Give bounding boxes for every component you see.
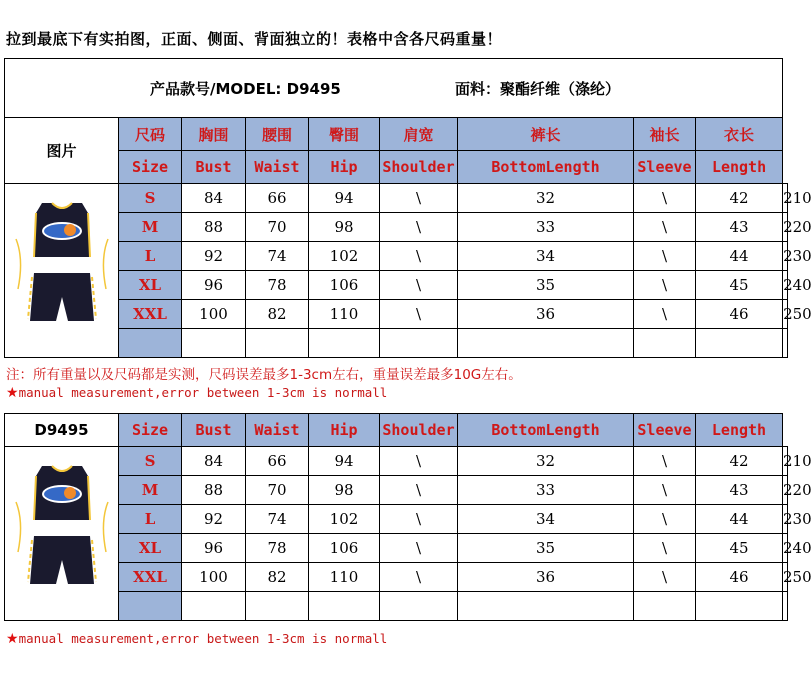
- empty-cell: [246, 329, 309, 358]
- header-cn-size: 尺码: [119, 118, 182, 151]
- table-row: [5, 505, 788, 534]
- sleeve-cell: \: [634, 563, 696, 592]
- bottom-cell: 36: [458, 563, 634, 592]
- header-en-bottom: BottomLength: [458, 151, 634, 184]
- size-cell: L: [119, 242, 182, 271]
- shoulder-cell: \: [380, 300, 458, 329]
- sleeve-cell: \: [634, 505, 696, 534]
- sleeve-cell: \: [634, 184, 696, 213]
- empty-cell: [380, 329, 458, 358]
- size-cell: S: [119, 447, 182, 476]
- header-en-bust: Bust: [182, 151, 246, 184]
- sleeve-cell: \: [634, 300, 696, 329]
- table-row: [5, 476, 788, 505]
- waist-cell: 78: [246, 534, 309, 563]
- length-cell: 46: [696, 300, 783, 329]
- waist-cell: 66: [246, 184, 309, 213]
- t2-header-hip: Hip: [309, 414, 380, 447]
- header-cn-length: 衣长: [696, 118, 783, 151]
- bust-cell: 100: [182, 563, 246, 592]
- measurement-note-en-2: ★manual measurement,error between 1-3cm is normall: [6, 631, 388, 647]
- empty-cell: [380, 592, 458, 621]
- table-row: [5, 300, 788, 329]
- star-icon: ★: [6, 385, 19, 401]
- weight-cell: 240: [783, 271, 788, 300]
- empty-cell: [246, 592, 309, 621]
- sleeve-cell: \: [634, 447, 696, 476]
- bust-cell: 92: [182, 242, 246, 271]
- length-cell: 43: [696, 213, 783, 242]
- header-cn-sleeve: 袖长: [634, 118, 696, 151]
- size-cell: S: [119, 184, 182, 213]
- header-en-hip: Hip: [309, 151, 380, 184]
- hip-cell: 110: [309, 300, 380, 329]
- waist-cell: 66: [246, 447, 309, 476]
- empty-cell: [696, 592, 783, 621]
- measurement-note-cn: 注：所有重量以及尺码都是实测，尺码误差最多1-3cm左右，重量误差最多10G左右。: [6, 367, 522, 383]
- waist-cell: 70: [246, 476, 309, 505]
- table-row: [5, 271, 788, 300]
- size-cell: XXL: [119, 300, 182, 329]
- hip-cell: 102: [309, 505, 380, 534]
- size-cell-empty: [119, 329, 182, 358]
- waist-cell: 74: [246, 505, 309, 534]
- bust-cell: 92: [182, 505, 246, 534]
- model-code-label: D9495: [5, 414, 119, 447]
- empty-cell: [696, 329, 783, 358]
- model-label: 产品款号/MODEL: D9495: [150, 80, 341, 98]
- shoulder-cell: \: [380, 447, 458, 476]
- bottom-cell: 32: [458, 447, 634, 476]
- weight-cell: 220: [783, 213, 788, 242]
- shoulder-cell: \: [380, 213, 458, 242]
- header-cn-bottom: 裤长: [458, 118, 634, 151]
- empty-cell: [783, 329, 788, 358]
- empty-cell: [182, 592, 246, 621]
- jersey-shorts-icon: [12, 199, 112, 339]
- length-cell: 46: [696, 563, 783, 592]
- shoulder-cell: \: [380, 476, 458, 505]
- size-table-2: [4, 413, 812, 621]
- bust-cell: 96: [182, 534, 246, 563]
- weight-cell: 250: [783, 300, 788, 329]
- length-cell: 45: [696, 271, 783, 300]
- weight-cell: 230: [783, 242, 788, 271]
- bottom-cell: 33: [458, 476, 634, 505]
- header-cn-shoulder: 肩宽: [380, 118, 458, 151]
- measurement-note-en-1: ★manual measurement,error between 1-3cm is normall: [6, 385, 388, 401]
- bottom-cell: 34: [458, 242, 634, 271]
- shoulder-cell: \: [380, 505, 458, 534]
- table-row: [5, 563, 788, 592]
- star-icon: ★: [6, 631, 19, 647]
- length-cell: 45: [696, 534, 783, 563]
- waist-cell: 70: [246, 213, 309, 242]
- size-cell: XL: [119, 271, 182, 300]
- shoulder-cell: \: [380, 563, 458, 592]
- weight-cell: 210: [783, 447, 788, 476]
- length-cell: 42: [696, 447, 783, 476]
- sleeve-cell: \: [634, 213, 696, 242]
- t2-header-bust: Bust: [182, 414, 246, 447]
- top-note: 拉到最底下有实拍图，正面、侧面、背面独立的！表格中含各尺码重量！: [6, 30, 503, 48]
- table-row: [5, 534, 788, 563]
- size-cell-empty: [119, 592, 182, 621]
- length-cell: 43: [696, 476, 783, 505]
- table-row: [5, 213, 788, 242]
- header-en-size: Size: [119, 151, 182, 184]
- bust-cell: 88: [182, 476, 246, 505]
- empty-cell: [783, 592, 788, 621]
- size-cell: XXL: [119, 563, 182, 592]
- header-cn-bust: 胸围: [182, 118, 246, 151]
- table-row: [5, 447, 788, 476]
- hip-cell: 98: [309, 476, 380, 505]
- hip-cell: 106: [309, 534, 380, 563]
- hip-cell: 110: [309, 563, 380, 592]
- sleeve-cell: \: [634, 534, 696, 563]
- t2-header-shoulder: Shoulder: [380, 414, 458, 447]
- size-cell: XL: [119, 534, 182, 563]
- bottom-cell: 36: [458, 300, 634, 329]
- product-info-row: [5, 59, 783, 118]
- bottom-cell: 35: [458, 271, 634, 300]
- jersey-shorts-icon: [12, 462, 112, 602]
- empty-cell: [634, 592, 696, 621]
- length-cell: 42: [696, 184, 783, 213]
- empty-row: [5, 329, 788, 358]
- empty-cell: [458, 329, 634, 358]
- empty-cell: [309, 329, 380, 358]
- shoulder-cell: \: [380, 184, 458, 213]
- size-cell: M: [119, 476, 182, 505]
- hip-cell: 106: [309, 271, 380, 300]
- shoulder-cell: \: [380, 271, 458, 300]
- empty-cell: [458, 592, 634, 621]
- bust-cell: 100: [182, 300, 246, 329]
- header-en-waist: Waist: [246, 151, 309, 184]
- picture-label: 图片: [5, 118, 119, 184]
- weight-cell: 240: [783, 534, 788, 563]
- empty-row: [5, 592, 788, 621]
- size-cell: M: [119, 213, 182, 242]
- bust-cell: 96: [182, 271, 246, 300]
- t2-header-length: Length: [696, 414, 783, 447]
- shoulder-cell: \: [380, 242, 458, 271]
- empty-cell: [182, 329, 246, 358]
- bust-cell: 84: [182, 447, 246, 476]
- header-en-length: Length: [696, 151, 783, 184]
- hip-cell: 98: [309, 213, 380, 242]
- size-table-1: [4, 58, 812, 358]
- product-photo: [5, 184, 119, 358]
- length-cell: 44: [696, 505, 783, 534]
- bottom-cell: 33: [458, 213, 634, 242]
- weight-cell: 230: [783, 505, 788, 534]
- header-en-shoulder: Shoulder: [380, 151, 458, 184]
- hip-cell: 94: [309, 184, 380, 213]
- length-cell: 44: [696, 242, 783, 271]
- fabric-label: 面料：聚酯纤维（涤纶）: [455, 80, 621, 98]
- sleeve-cell: \: [634, 476, 696, 505]
- header-cn-hip: 臀围: [309, 118, 380, 151]
- header-cn-waist: 腰围: [246, 118, 309, 151]
- weight-cell: 250: [783, 563, 788, 592]
- waist-cell: 82: [246, 563, 309, 592]
- hip-cell: 94: [309, 447, 380, 476]
- empty-cell: [634, 329, 696, 358]
- weight-cell: 220: [783, 476, 788, 505]
- header-en-sleeve: Sleeve: [634, 151, 696, 184]
- empty-cell: [309, 592, 380, 621]
- bust-cell: 84: [182, 184, 246, 213]
- bottom-cell: 35: [458, 534, 634, 563]
- table-row: [5, 242, 788, 271]
- sleeve-cell: \: [634, 271, 696, 300]
- sleeve-cell: \: [634, 242, 696, 271]
- bottom-cell: 32: [458, 184, 634, 213]
- waist-cell: 82: [246, 300, 309, 329]
- weight-cell: 210: [783, 184, 788, 213]
- t2-header-waist: Waist: [246, 414, 309, 447]
- t2-header-bottom: BottomLength: [458, 414, 634, 447]
- t2-header-size: Size: [119, 414, 182, 447]
- bust-cell: 88: [182, 213, 246, 242]
- waist-cell: 74: [246, 242, 309, 271]
- bottom-cell: 34: [458, 505, 634, 534]
- t2-header-sleeve: Sleeve: [634, 414, 696, 447]
- product-photo: [5, 447, 119, 621]
- shoulder-cell: \: [380, 534, 458, 563]
- hip-cell: 102: [309, 242, 380, 271]
- size-cell: L: [119, 505, 182, 534]
- waist-cell: 78: [246, 271, 309, 300]
- table-row: [5, 184, 788, 213]
